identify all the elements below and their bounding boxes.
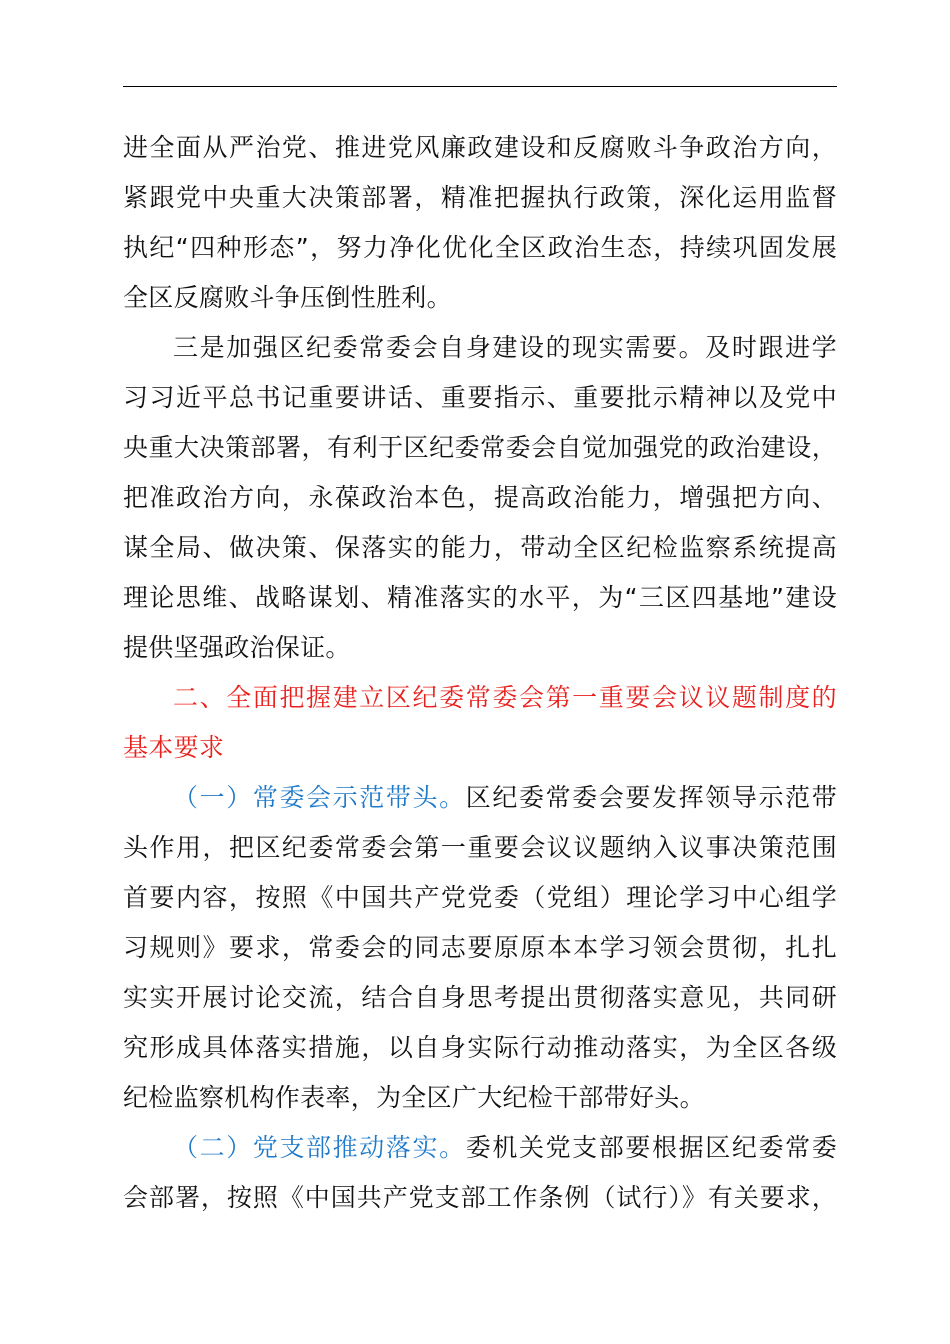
body-line: 三是加强区纪委常委会自身建设的现实需要。及时跟进学	[173, 333, 837, 362]
body-line: 提供坚强政治保证。	[123, 633, 351, 662]
section-heading: 基本要求	[123, 733, 225, 762]
body-line: 会部署，按照《中国共产党支部工作条例（试行）》有关要求，	[123, 1183, 837, 1212]
section-heading: 二、全面把握建立区纪委常委会第一重要会议议题制度的	[173, 683, 837, 712]
body-line: 全区反腐败斗争压倒性胜利。	[123, 283, 452, 312]
body-line: 习习近平总书记重要讲话、重要指示、重要批示精神以及党中	[123, 383, 837, 412]
body-line: 头作用，把区纪委常委会第一重要会议议题纳入议事决策范围	[123, 833, 837, 862]
body-line: 理论思维、战略谋划、精准落实的水平，为“三区四基地”建设	[123, 583, 837, 612]
body-line: 紧跟党中央重大决策部署，精准把握执行政策，深化运用监督	[123, 183, 837, 212]
body-line: 纪检监察机构作表率，为全区广大纪检干部带好头。	[123, 1083, 705, 1112]
body-line: 进全面从严治党、推进党风廉政建设和反腐败斗争政治方向，	[123, 133, 837, 162]
paragraph-line	[173, 781, 837, 815]
body-line: 究形成具体落实措施，以自身实际行动推动落实，为全区各级	[123, 1033, 837, 1062]
header-rule	[123, 86, 837, 87]
body-text: 委机关党支部要根据区纪委常委	[465, 1133, 837, 1162]
body-line: 执纪“四种形态”，努力净化优化全区政治生态，持续巩固发展	[123, 233, 837, 262]
body-line: 习规则》要求，常委会的同志要原原本本学习领会贯彻，扎扎	[123, 933, 837, 962]
paragraph-line	[173, 1131, 837, 1165]
body-line: 把准政治方向，永葆政治本色，提高政治能力，增强把方向、	[123, 483, 837, 512]
body-text: 区纪委常委会要发挥领导示范带	[465, 783, 837, 812]
body-line: 实实开展讨论交流，结合自身思考提出贯彻落实意见，共同研	[123, 983, 837, 1012]
subheading: （一）常委会示范带头。	[173, 783, 466, 812]
body-line: 谋全局、做决策、保落实的能力，带动全区纪检监察系统提高	[123, 533, 837, 562]
body-line: 央重大决策部署，有利于区纪委常委会自觉加强党的政治建设，	[123, 433, 837, 462]
body-line: 首要内容，按照《中国共产党党委（党组）理论学习中心组学	[123, 883, 837, 912]
subheading: （二）党支部推动落实。	[173, 1133, 466, 1162]
